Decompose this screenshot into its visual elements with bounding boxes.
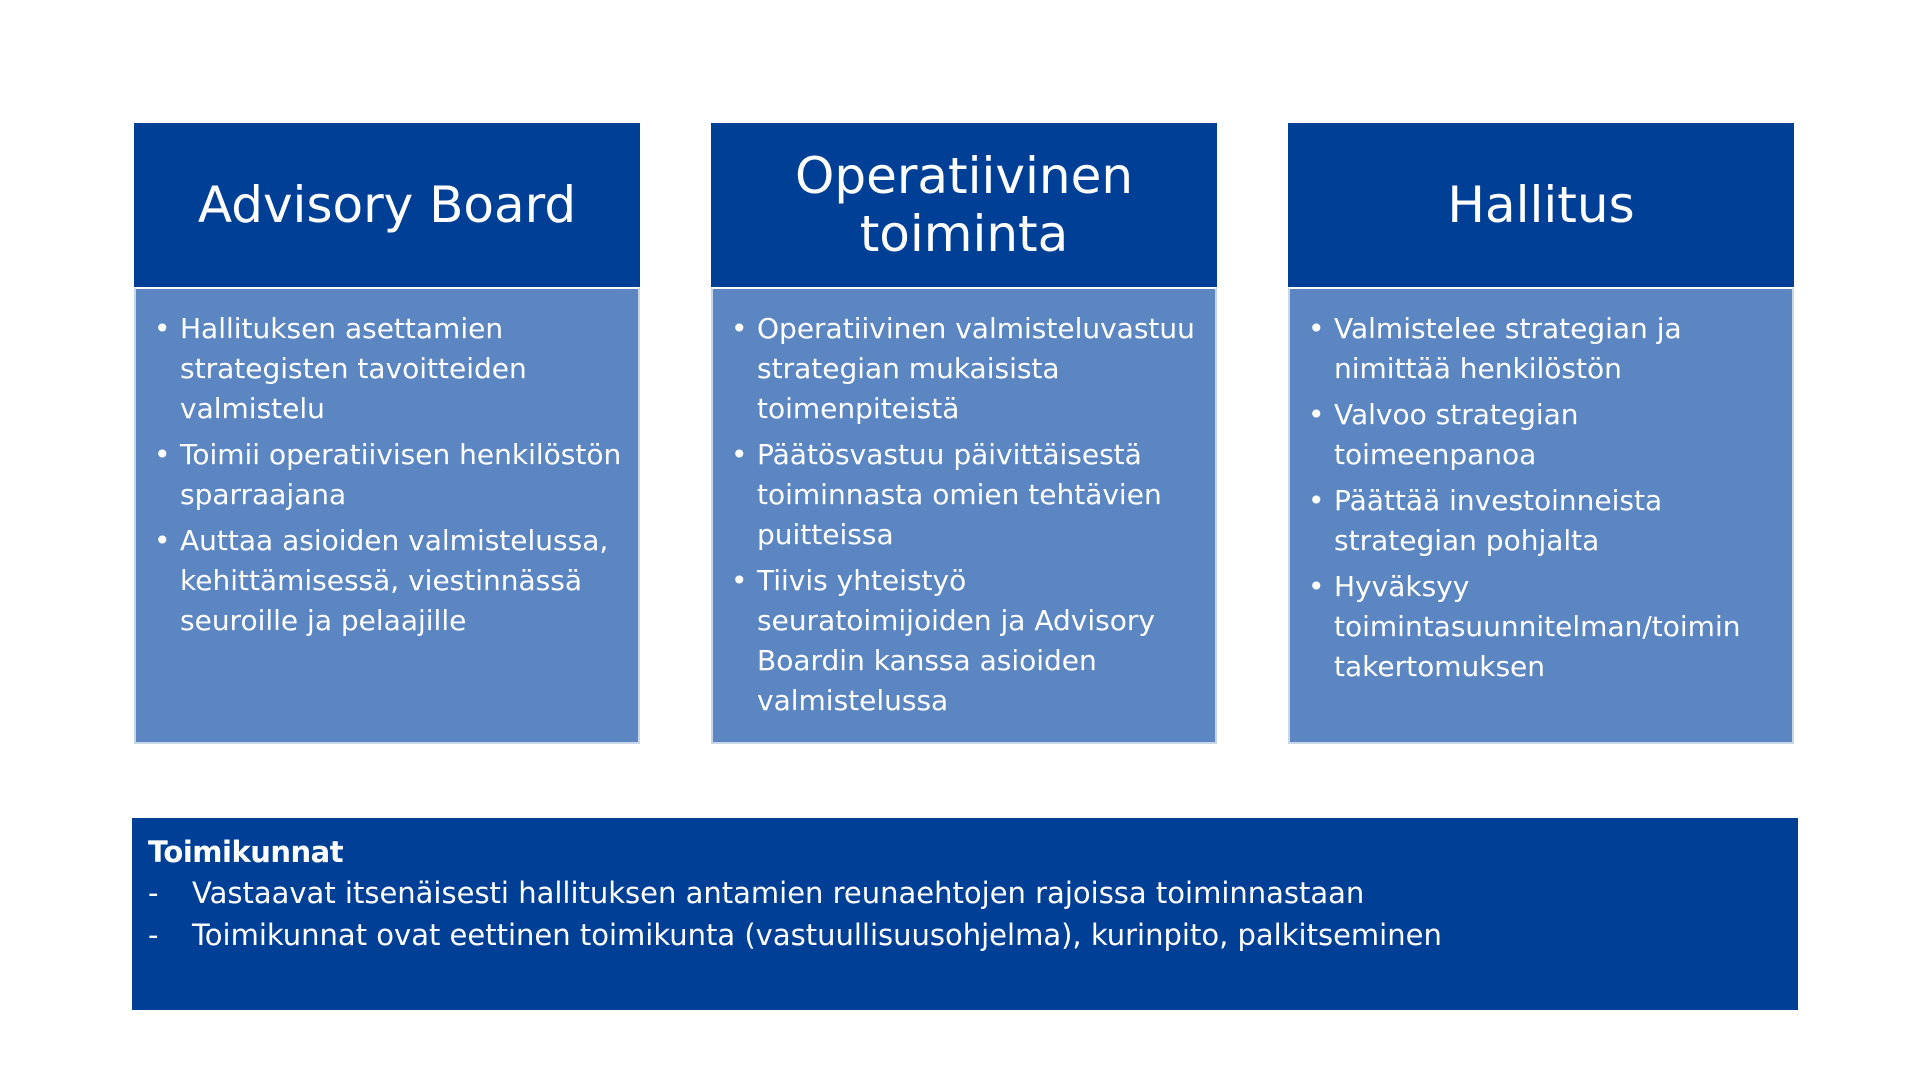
list-item-text: Toimikunnat ovat eettinen toimikunta (vastuullisuusohjelma), kurinpito, palkitseminen	[192, 918, 1442, 952]
list-item	[1304, 567, 1782, 687]
column-header: Advisory Board	[134, 123, 640, 287]
list-item-text: Vastaavat itsenäisesti hallituksen antamien reunaehtojen rajoissa toiminnastaan	[192, 876, 1365, 910]
bullet-icon: •	[1308, 398, 1325, 431]
dash-icon: -	[148, 918, 159, 952]
committees-box	[132, 818, 1798, 1010]
list-item-text: Auttaa asioiden valmistelussa, kehittämisessä, viestinnässä seuroille ja pelaajille	[180, 524, 609, 637]
dash-icon: -	[148, 876, 159, 910]
list-item	[1304, 395, 1782, 475]
list-item-text: Valmistelee strategian ja nimittää henkilöstön	[1334, 312, 1682, 385]
column-header: Operatiivinen toiminta	[711, 123, 1217, 287]
committees-list	[148, 872, 1782, 956]
bullet-list	[727, 309, 1205, 721]
column-body	[711, 287, 1217, 744]
list-item-text: Tiivis yhteistyö seuratoimijoiden ja Advisory Boardin kanssa asioiden valmistelussa	[757, 564, 1155, 717]
list-item	[150, 435, 628, 515]
column-hallitus	[1288, 123, 1794, 744]
column-operatiivinen-toiminta	[711, 123, 1217, 744]
bullet-icon: •	[731, 312, 748, 345]
bullet-icon: •	[154, 524, 171, 557]
bullet-list	[1304, 309, 1782, 687]
list-item	[727, 309, 1205, 429]
bullet-list	[150, 309, 628, 641]
list-item	[1304, 309, 1782, 389]
list-item-text: Operatiivinen valmisteluvastuu strategian mukaisista toimenpiteistä	[757, 312, 1195, 425]
list-item	[727, 561, 1205, 721]
list-item-text: Hallituksen asettamien strategisten tavoitteiden valmistelu	[180, 312, 527, 425]
list-item-text: Päätösvastuu päivittäisestä toiminnasta omien tehtävien puitteissa	[757, 438, 1162, 551]
list-item	[148, 914, 1782, 956]
list-item-text: Päättää investoinneista strategian pohjalta	[1334, 484, 1663, 557]
column-body	[134, 287, 640, 744]
bullet-icon: •	[154, 312, 171, 345]
list-item	[1304, 481, 1782, 561]
bullet-icon: •	[731, 438, 748, 471]
list-item-text: Toimii operatiivisen henkilöstön sparraajana	[180, 438, 622, 511]
column-body	[1288, 287, 1794, 744]
column-header: Hallitus	[1288, 123, 1794, 287]
list-item	[148, 872, 1782, 914]
list-item	[150, 521, 628, 641]
list-item	[727, 435, 1205, 555]
list-item-text: Hyväksyy toimintasuunnitelman/toimin takertomuksen	[1334, 570, 1741, 683]
bullet-icon: •	[1308, 570, 1325, 603]
committees-title: Toimikunnat	[148, 835, 344, 869]
bullet-icon: •	[1308, 312, 1325, 345]
list-item-text: Valvoo strategian toimeenpanoa	[1334, 398, 1579, 471]
bullet-icon: •	[154, 438, 171, 471]
list-item	[150, 309, 628, 429]
bullet-icon: •	[731, 564, 748, 597]
column-advisory-board	[134, 123, 640, 744]
bullet-icon: •	[1308, 484, 1325, 517]
